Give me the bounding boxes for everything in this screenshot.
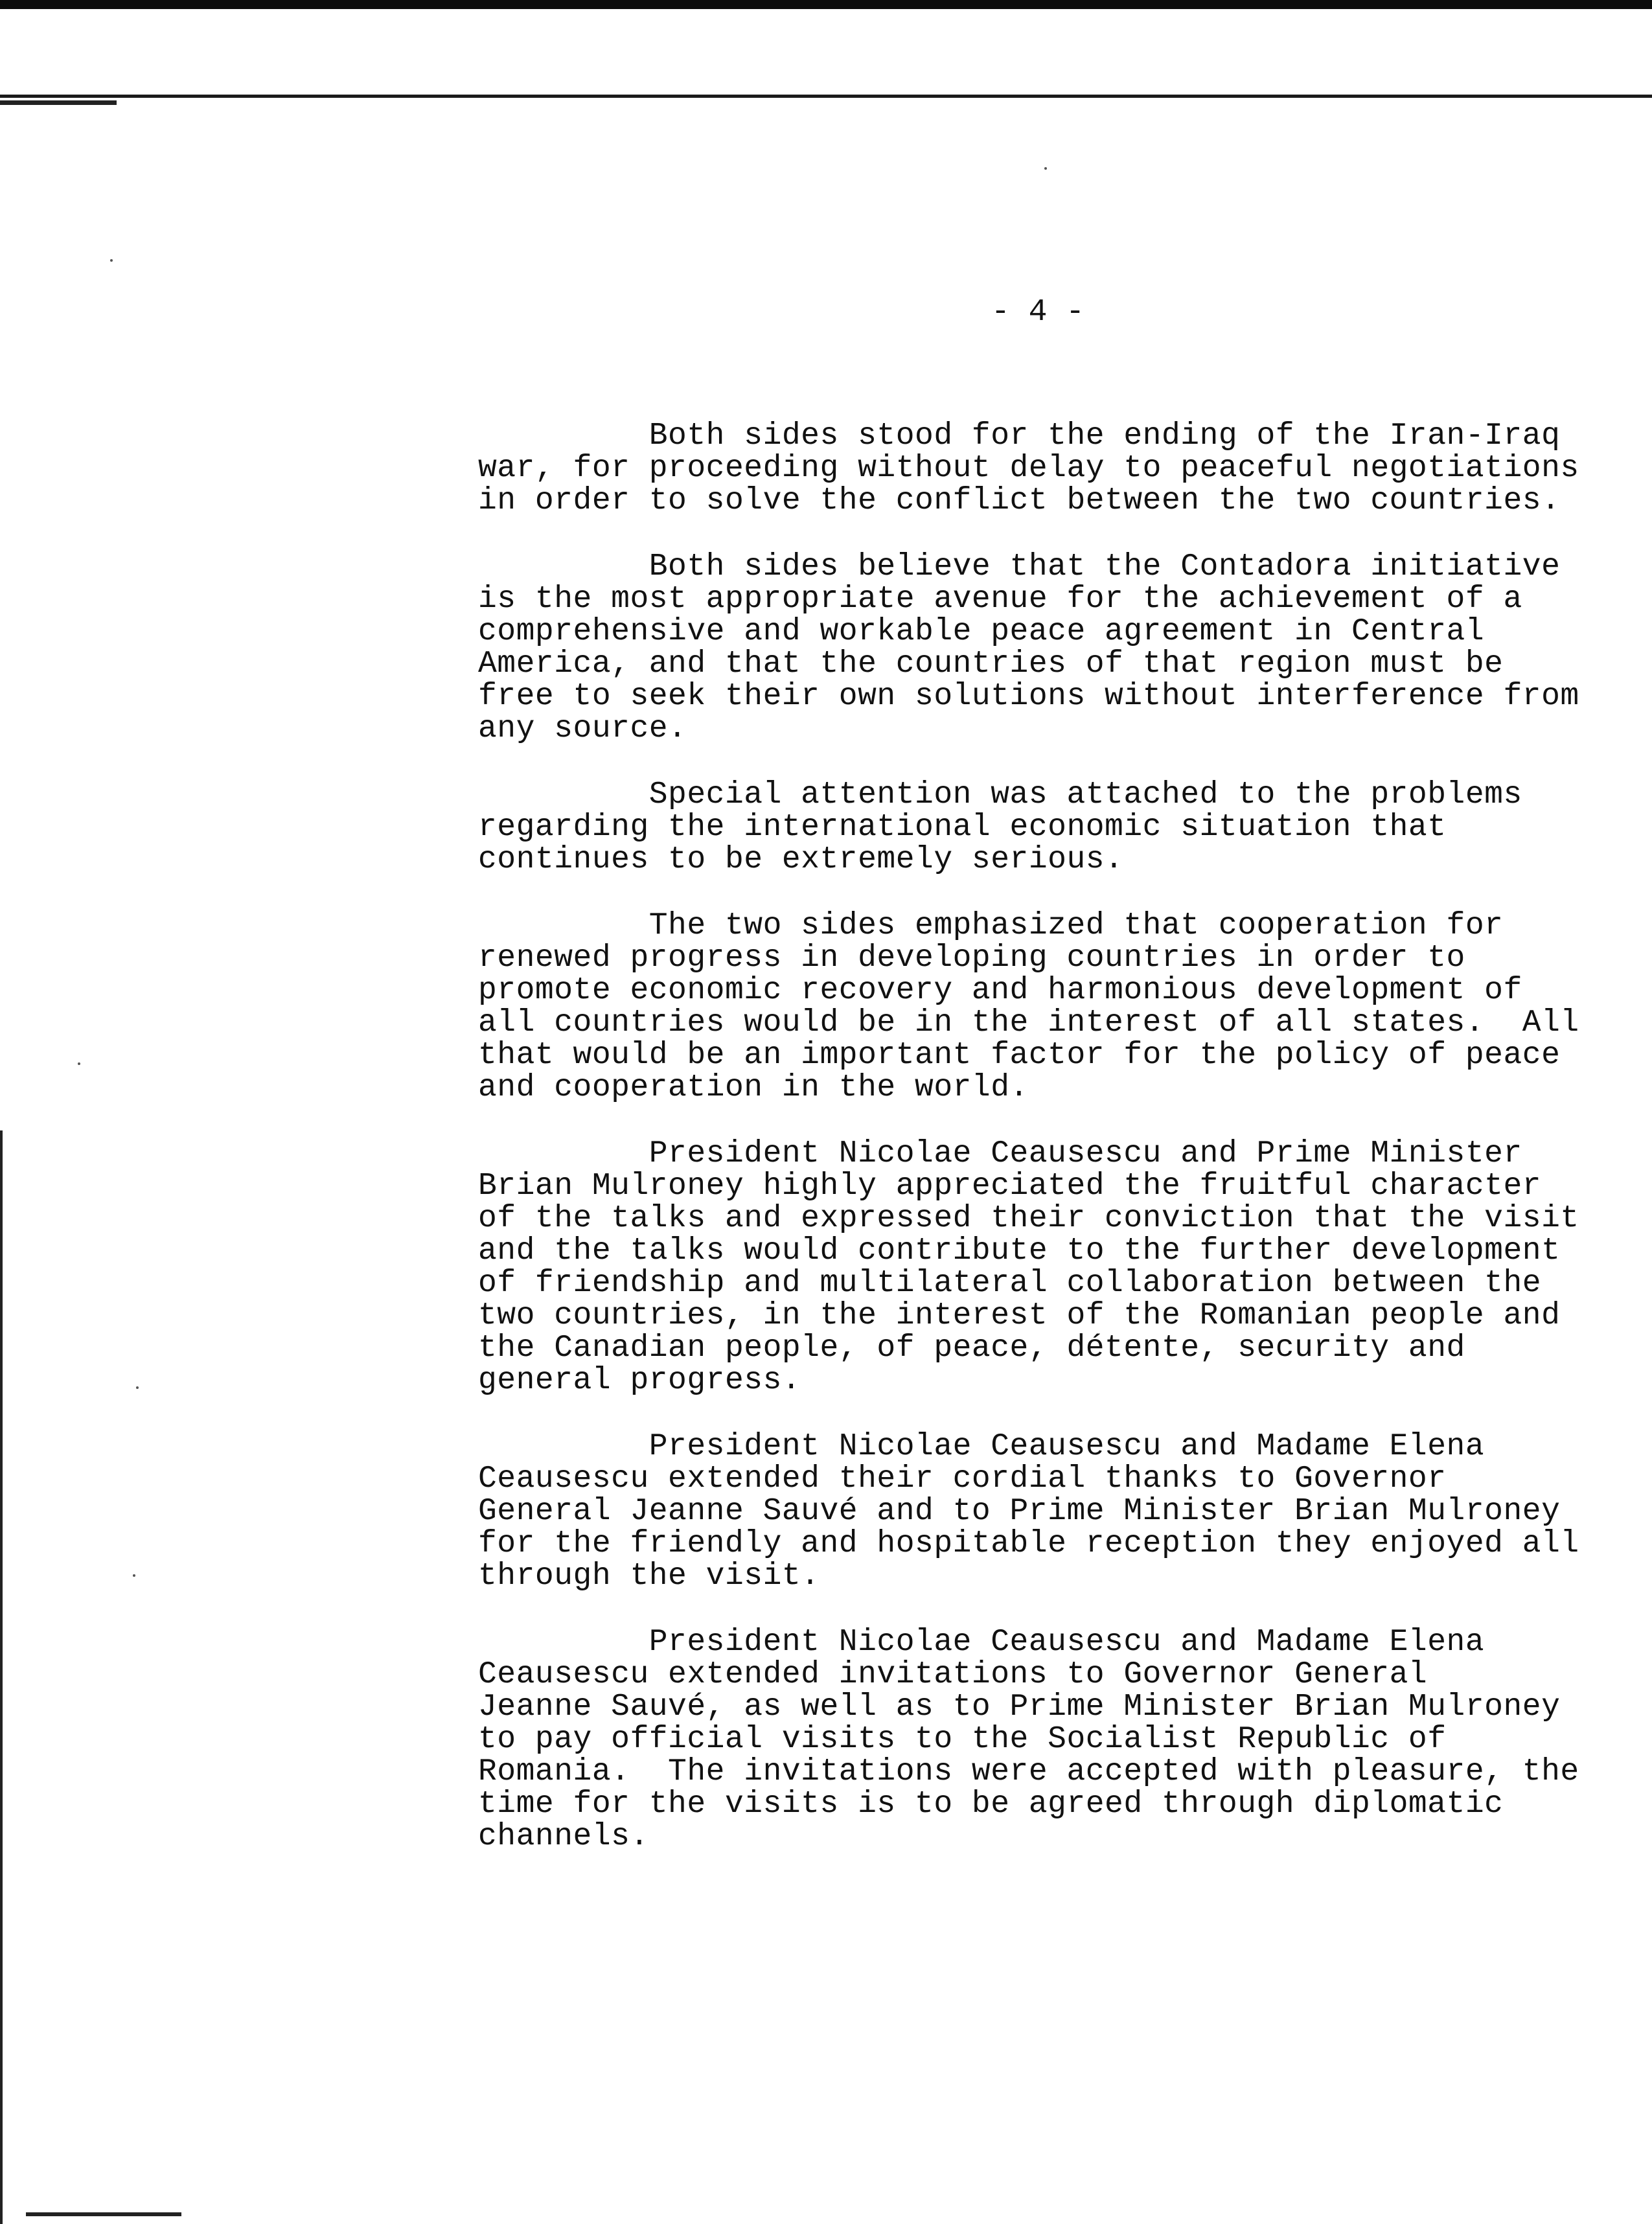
text-line: America, and that the countries of that region must be	[478, 647, 1504, 682]
text-line: in order to solve the conflict between the two countries.	[478, 483, 1561, 518]
text-line: comprehensive and workable peace agreement in Central	[478, 614, 1485, 649]
paragraph-iran-iraq	[478, 420, 1644, 517]
text-line: two countries, in the interest of the Romanian people and	[478, 1298, 1561, 1333]
text-line: and cooperation in the world.	[478, 1070, 1029, 1105]
bottom-scan-mark	[26, 2212, 181, 2216]
text-line: that would be an important factor for the policy of peace	[478, 1038, 1561, 1073]
paragraph-thanks	[478, 1430, 1644, 1592]
text-line: President Nicolae Ceausescu and Madame Elena	[478, 1625, 1485, 1660]
scan-speck	[136, 1386, 139, 1389]
text-line: is the most appropriate avenue for the achievement of a	[478, 582, 1522, 617]
text-line: war, for proceeding without delay to peaceful negotiations	[478, 451, 1579, 486]
text-line: President Nicolae Ceausescu and Madame Elena	[478, 1429, 1485, 1464]
paragraph-cooperation	[478, 910, 1644, 1104]
text-line: regarding the international economic situation that	[478, 810, 1447, 845]
text-line: time for the visits is to be agreed through diplomatic	[478, 1787, 1504, 1822]
text-line: free to seek their own solutions without interference from	[478, 679, 1579, 714]
text-line: to pay official visits to the Socialist Republic of	[478, 1722, 1447, 1757]
paragraph-economic-situation	[478, 779, 1644, 876]
scan-speck	[110, 259, 113, 262]
top-scan-border	[0, 0, 1652, 9]
text-line: Both sides stood for the ending of the Iran-Iraq	[478, 418, 1561, 453]
text-line: General Jeanne Sauvé and to Prime Minister Brian Mulroney	[478, 1494, 1561, 1529]
text-line: Romania. The invitations were accepted with pleasure, the	[478, 1754, 1579, 1789]
text-line: Jeanne Sauvé, as well as to Prime Minister Brian Mulroney	[478, 1690, 1561, 1725]
text-line: continues to be extremely serious.	[478, 842, 1124, 877]
text-line: any source.	[478, 711, 687, 746]
text-line: the Canadian people, of peace, détente, security and	[478, 1331, 1465, 1366]
text-line: Brian Mulroney highly appreciated the fruitful character	[478, 1169, 1542, 1204]
text-line: of friendship and multilateral collaboration between the	[478, 1266, 1542, 1301]
text-line: promote economic recovery and harmonious development of	[478, 973, 1522, 1008]
text-line: for the friendly and hospitable reception they enjoyed all	[478, 1526, 1579, 1561]
header-rule-mark	[0, 100, 117, 105]
scan-speck	[1044, 167, 1047, 170]
text-line: Special attention was attached to the problems	[478, 777, 1522, 812]
text-line: Ceausescu extended invitations to Governor General	[478, 1657, 1428, 1692]
text-line: President Nicolae Ceausescu and Prime Minister	[478, 1136, 1522, 1171]
paragraph-talks-appreciation	[478, 1138, 1644, 1397]
scan-speck	[133, 1574, 135, 1577]
text-line: The two sides emphasized that cooperation for	[478, 908, 1504, 943]
text-line: all countries would be in the interest of all states. All	[478, 1005, 1579, 1040]
text-line: of the talks and expressed their conviction that the visit	[478, 1201, 1579, 1236]
text-line: Ceausescu extended their cordial thanks to Governor	[478, 1462, 1447, 1496]
left-scan-edge	[0, 1130, 3, 2224]
scan-speck	[78, 1062, 80, 1065]
text-line: renewed progress in developing countries in order to	[478, 941, 1465, 976]
text-line: Both sides believe that the Contadora initiative	[478, 549, 1561, 584]
paragraph-contadora	[478, 551, 1644, 745]
page-number: - 4 -	[991, 295, 1085, 330]
body-text	[478, 420, 1644, 1886]
text-line: and the talks would contribute to the further development	[478, 1233, 1561, 1268]
text-line: through the visit.	[478, 1559, 820, 1594]
text-line: channels.	[478, 1819, 649, 1854]
header-rule	[0, 95, 1652, 98]
paragraph-invitations	[478, 1626, 1644, 1853]
text-line: general progress.	[478, 1363, 801, 1398]
